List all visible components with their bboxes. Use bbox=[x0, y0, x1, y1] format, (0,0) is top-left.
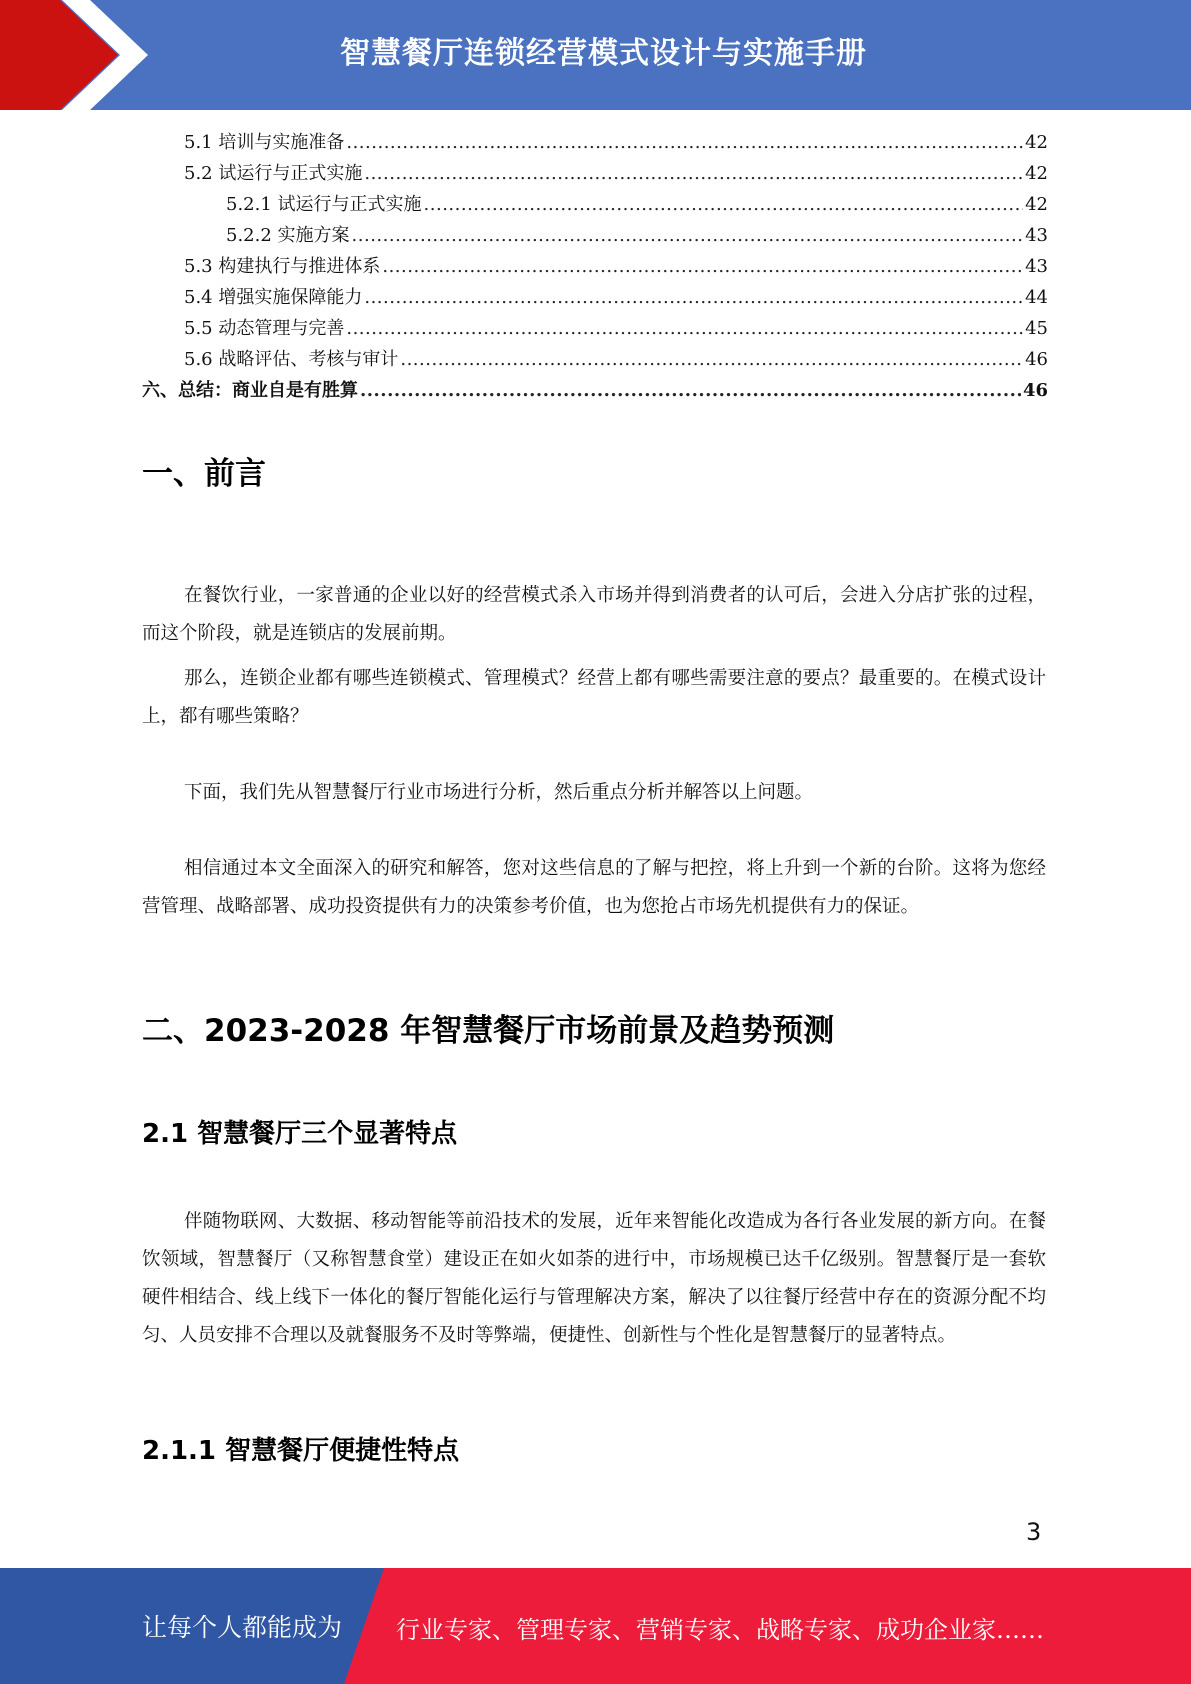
paragraph: 在餐饮行业，一家普通的企业以好的经营模式杀入市场并得到消费者的认可后，会进入分店扩张的过程，而这个阶段，就是连锁店的发展前期。 bbox=[142, 585, 1046, 644]
toc-entry-page: 44 bbox=[1025, 287, 1048, 308]
toc-leader-dots bbox=[400, 349, 1023, 370]
footer-slogan-left: 让每个人都能成为 bbox=[142, 1613, 343, 1642]
paragraph: 伴随物联网、大数据、移动智能等前沿技术的发展，近年来智能化改造成为各行各业发展的新方向。在餐饮领域，智慧餐厅（又称智慧食堂）建设正在如火如荼的进行中，市场规模已达千亿级别。智慧餐厅是一套软硬件相结合、线上线下一体化的餐厅智能化运行与管理解决方案，解决了以往餐厅经营中存在的资源分配不均匀、人员安排不合理以及就餐服务不及时等弊端，便捷性、创新性与个性化是智慧餐厅的显著特点。 bbox=[142, 1211, 1046, 1346]
toc-entry[interactable] bbox=[142, 252, 1048, 283]
toc-entry-label: 5.2.2 实施方案 bbox=[226, 225, 350, 246]
toc-entry-label: 5.2.1 试运行与正式实施 bbox=[226, 194, 422, 215]
toc-entry-label: 5.3 构建执行与推进体系 bbox=[184, 256, 381, 277]
toc-leader-dots bbox=[346, 132, 1023, 153]
toc-entry[interactable] bbox=[142, 128, 1048, 159]
toc-leader-dots bbox=[364, 163, 1023, 184]
toc-leader-dots bbox=[364, 287, 1023, 308]
toc-leader-dots bbox=[382, 256, 1023, 277]
toc-entry-label: 六、总结：商业自是有胜算 bbox=[142, 380, 358, 401]
toc-entry-page: 46 bbox=[1025, 349, 1048, 370]
subsection-heading-features: 2.1 智慧餐厅三个显著特点 bbox=[142, 1119, 458, 1149]
toc-entry-page: 43 bbox=[1025, 256, 1048, 277]
toc-leader-dots bbox=[360, 380, 1021, 401]
paragraph: 那么，连锁企业都有哪些连锁模式、管理模式？经营上都有哪些需要注意的要点？最重要的。在模式设计上，都有哪些策略？ bbox=[142, 668, 1046, 727]
toc-entry-label: 5.4 增强实施保障能力 bbox=[184, 287, 363, 308]
toc-entry[interactable] bbox=[142, 221, 1048, 252]
toc-leader-dots bbox=[352, 225, 1024, 246]
toc-leader-dots bbox=[424, 194, 1024, 215]
toc-entry-page: 42 bbox=[1025, 132, 1048, 153]
page-header bbox=[0, 0, 1191, 110]
page-footer bbox=[0, 1568, 1191, 1684]
table-of-contents bbox=[142, 128, 1048, 407]
toc-entry-label: 5.2 试运行与正式实施 bbox=[184, 163, 363, 184]
toc-entry-page: 42 bbox=[1025, 163, 1048, 184]
chevron-arrow-icon bbox=[0, 0, 160, 110]
toc-entry[interactable] bbox=[142, 345, 1048, 376]
toc-entry-page: 42 bbox=[1025, 194, 1048, 215]
document-title: 智慧餐厅连锁经营模式设计与实施手册 bbox=[340, 36, 867, 71]
section-heading-market: 二、2023-2028 年智慧餐厅市场前景及趋势预测 bbox=[142, 1013, 835, 1049]
paragraph: 相信通过本文全面深入的研究和解答，您对这些信息的了解与把控，将上升到一个新的台阶。这将为您经营管理、战略部署、成功投资提供有力的决策参考价值，也为您抢占市场先机提供有力的保证。 bbox=[142, 858, 1046, 917]
toc-entry-page: 43 bbox=[1025, 225, 1048, 246]
toc-entry[interactable] bbox=[142, 283, 1048, 314]
toc-entry-page: 45 bbox=[1025, 318, 1048, 339]
page-number: 3 bbox=[1026, 1518, 1042, 1546]
section-heading-preface: 一、前言 bbox=[142, 456, 266, 492]
toc-entry[interactable] bbox=[142, 314, 1048, 345]
subsection-heading-convenience: 2.1.1 智慧餐厅便捷性特点 bbox=[142, 1436, 460, 1466]
toc-entry-label: 5.5 动态管理与完善 bbox=[184, 318, 345, 339]
toc-entry-page: 46 bbox=[1022, 380, 1048, 401]
paragraph: 下面，我们先从智慧餐厅行业市场进行分析，然后重点分析并解答以上问题。 bbox=[184, 782, 814, 803]
toc-entry-label: 5.1 培训与实施准备 bbox=[184, 132, 345, 153]
toc-entry[interactable] bbox=[142, 190, 1048, 221]
toc-entry[interactable] bbox=[142, 159, 1048, 190]
toc-entry[interactable] bbox=[142, 376, 1048, 407]
toc-leader-dots bbox=[346, 318, 1023, 339]
toc-entry-label: 5.6 战略评估、考核与审计 bbox=[184, 349, 399, 370]
footer-slogan-right: 行业专家、管理专家、营销专家、战略专家、成功企业家…… bbox=[396, 1616, 1044, 1644]
